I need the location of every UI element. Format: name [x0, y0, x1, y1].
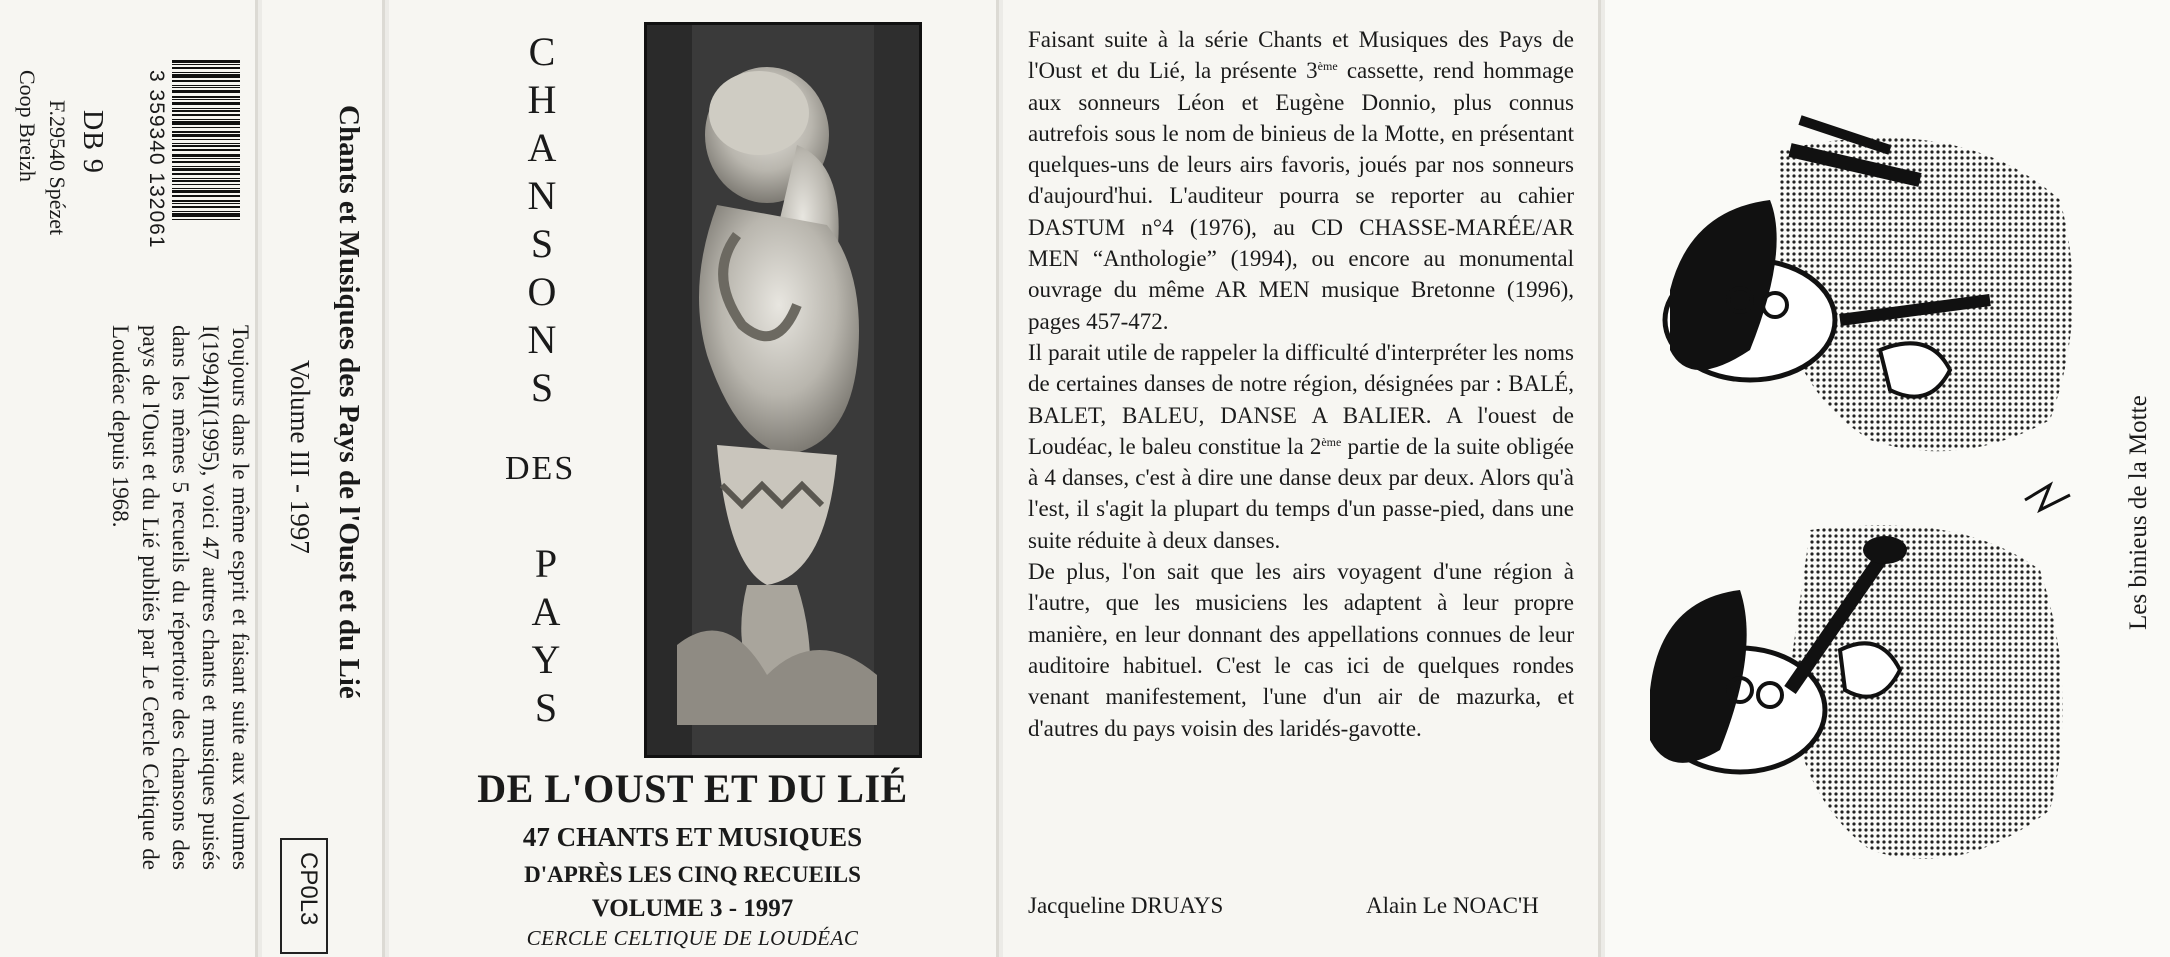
barcode-bar	[172, 80, 240, 82]
fold-line	[382, 0, 385, 957]
paragraph-3: De plus, l'on sait que les airs voyagent d'une région à l'autre, que les musiciens les adaptent à leur propre manière, en leur donnant des appellations connues de leur auditoire habituel. C'est le cas ici de quelques rondes venant manifestement, l'une d'un air de mazurka, et d'autres du pays voisin des laridés-gavotte.	[1028, 559, 1574, 741]
barcode-bar	[172, 188, 240, 189]
cover-subtitle-3: VOLUME 3 - 1997	[591, 895, 794, 922]
barcode-bar	[172, 168, 240, 171]
pays-letter: A	[531, 589, 561, 634]
barcode-bar	[172, 178, 240, 179]
cover-main-title: DE L'OUST ET DU LIÉ	[477, 766, 908, 811]
chansons-letter: N	[527, 173, 557, 218]
cover-subtitle-2: D'APRÈS LES CINQ RECUEILS	[524, 862, 861, 887]
barcode-bar	[172, 219, 240, 220]
paragraph-1: Faisant suite à la série Chants et Musiques des Pays de l'Oust et du Lié, la présente 3ème cassette, rend hommage aux sonneurs Léon et Eugène Donnio, plus connus autrefois sous le nom de binieus de la Motte, en présentant quelques-uns de leurs airs favoris, joués par nos sonneurs d'aujourd'hui. L'auditeur pourra se reporter au cahier DASTUM n°4 (1976), au CD CHASSE-MARÉE/AR MEN “Anthologie” (1994), ou encore au monumental ouvrage du même AR MEN musique Bretonne (1996), pages 457-472.	[1028, 27, 1574, 334]
signature-right: Alain Le NOAC'H	[1366, 893, 1539, 918]
pays-letter: S	[534, 685, 558, 730]
spine-catalog-code: CP0L3	[295, 852, 322, 926]
barcode-bar	[172, 190, 240, 193]
barcode-bar	[172, 203, 240, 204]
barcode-bar	[172, 184, 240, 185]
barcode-bar	[172, 127, 240, 128]
label-name: Coop Breizh	[15, 70, 40, 182]
spine-volume: Volume III - 1997	[285, 360, 315, 554]
barcode-bar	[172, 200, 240, 202]
barcode-bar	[172, 131, 240, 133]
barcode-bar	[172, 110, 240, 112]
barcode-bar	[172, 139, 240, 140]
cover-publisher: CERCLE CELTIQUE DE LOUDÉAC	[526, 926, 859, 950]
barcode-bar	[172, 114, 240, 116]
cover-photo	[644, 22, 922, 758]
cover-word-chansons	[522, 28, 562, 412]
barcode-bar	[172, 99, 240, 100]
barcode-bar	[172, 121, 240, 125]
barcode-number: 3 359340 132061	[145, 70, 168, 249]
barcode-bar	[172, 158, 240, 159]
barcode-bar	[172, 195, 240, 197]
barcode-bar	[172, 145, 240, 147]
back-description: Toujours dans le même esprit et faisant suite aux volumes I(1994)II(1995), voici 47 autres chants et musiques puisés dans les mêmes 5 recueils du répertoire des chansons des pays de l'Oust et du Lié publiés par Le Cercle Celtique de Loudéac depuis 1968.	[108, 325, 253, 870]
chansons-letter: A	[527, 125, 557, 170]
piper-statue-icon	[647, 25, 919, 755]
catalog-number: DB 9	[77, 110, 108, 174]
fold-line	[255, 0, 258, 957]
barcode-bar	[172, 154, 240, 157]
paragraph-2: Il parait utile de rappeler la difficulté d'interpréter les noms de certaines danses de notre région, désignées par : BALÉ, BALET, BALEU, DANSE A BALIER. A l'ouest de Loudéac, le baleu constitue la 2ème partie de la suite obligée à 4 danses, c'est à dire une danse deux par deux. Alors qu'à l'est, il s'agit la plupart du temps d'un passe-pied, dans une suite réduite à deux danses.	[1028, 339, 1574, 553]
barcode-bar	[172, 161, 240, 163]
chansons-letter: S	[530, 221, 554, 266]
fold-line	[1598, 0, 1601, 957]
barcode-bar	[172, 211, 240, 212]
chansons-letter: S	[530, 365, 554, 410]
barcode-bar	[172, 87, 240, 88]
illustration-caption: Les binieus de la Motte	[2125, 395, 2152, 630]
barcode-bar	[172, 72, 240, 73]
barcode-bar	[172, 166, 240, 167]
barcode-bar	[172, 67, 240, 69]
chansons-letter: C	[528, 29, 556, 74]
label-address: F.29540 Spézet	[45, 100, 70, 236]
barcode-bar	[172, 149, 240, 151]
spine-catalog-box	[280, 838, 328, 954]
signature-left: Jacqueline DRUAYS	[1028, 893, 1224, 918]
cover-subtitle-1: 47 CHANTS ET MUSIQUES	[522, 822, 863, 852]
barcode-bar	[172, 180, 240, 182]
barcode-bar	[172, 134, 240, 137]
barcode-bar	[172, 85, 240, 86]
cover-word-pays	[526, 540, 566, 732]
barcode-bar	[172, 102, 240, 105]
fold-line	[996, 0, 999, 957]
barcode-bar	[172, 60, 240, 63]
barcode-bar	[172, 90, 240, 93]
cover-word-des: DES	[505, 450, 576, 487]
barcode-bar	[172, 96, 240, 98]
barcode-bar	[172, 213, 240, 217]
bagpipers-illustration-icon	[1630, 90, 2090, 910]
spine-title: Chants et Musiques des Pays de l'Oust et du Lié	[333, 105, 365, 699]
barcode-bar	[172, 143, 240, 144]
barcode-bar	[172, 173, 240, 175]
barcode	[172, 60, 240, 275]
barcode-bar	[172, 119, 240, 120]
chansons-letter: H	[527, 77, 557, 122]
chansons-letter: N	[527, 317, 557, 362]
pays-letter: Y	[531, 637, 561, 682]
barcode-bar	[172, 206, 240, 208]
barcode-bar	[172, 64, 240, 65]
chansons-letter: O	[527, 269, 557, 314]
liner-notes	[1028, 24, 1574, 744]
barcode-bar	[172, 108, 240, 109]
barcode-bar	[172, 74, 240, 78]
pays-letter: P	[534, 541, 558, 586]
